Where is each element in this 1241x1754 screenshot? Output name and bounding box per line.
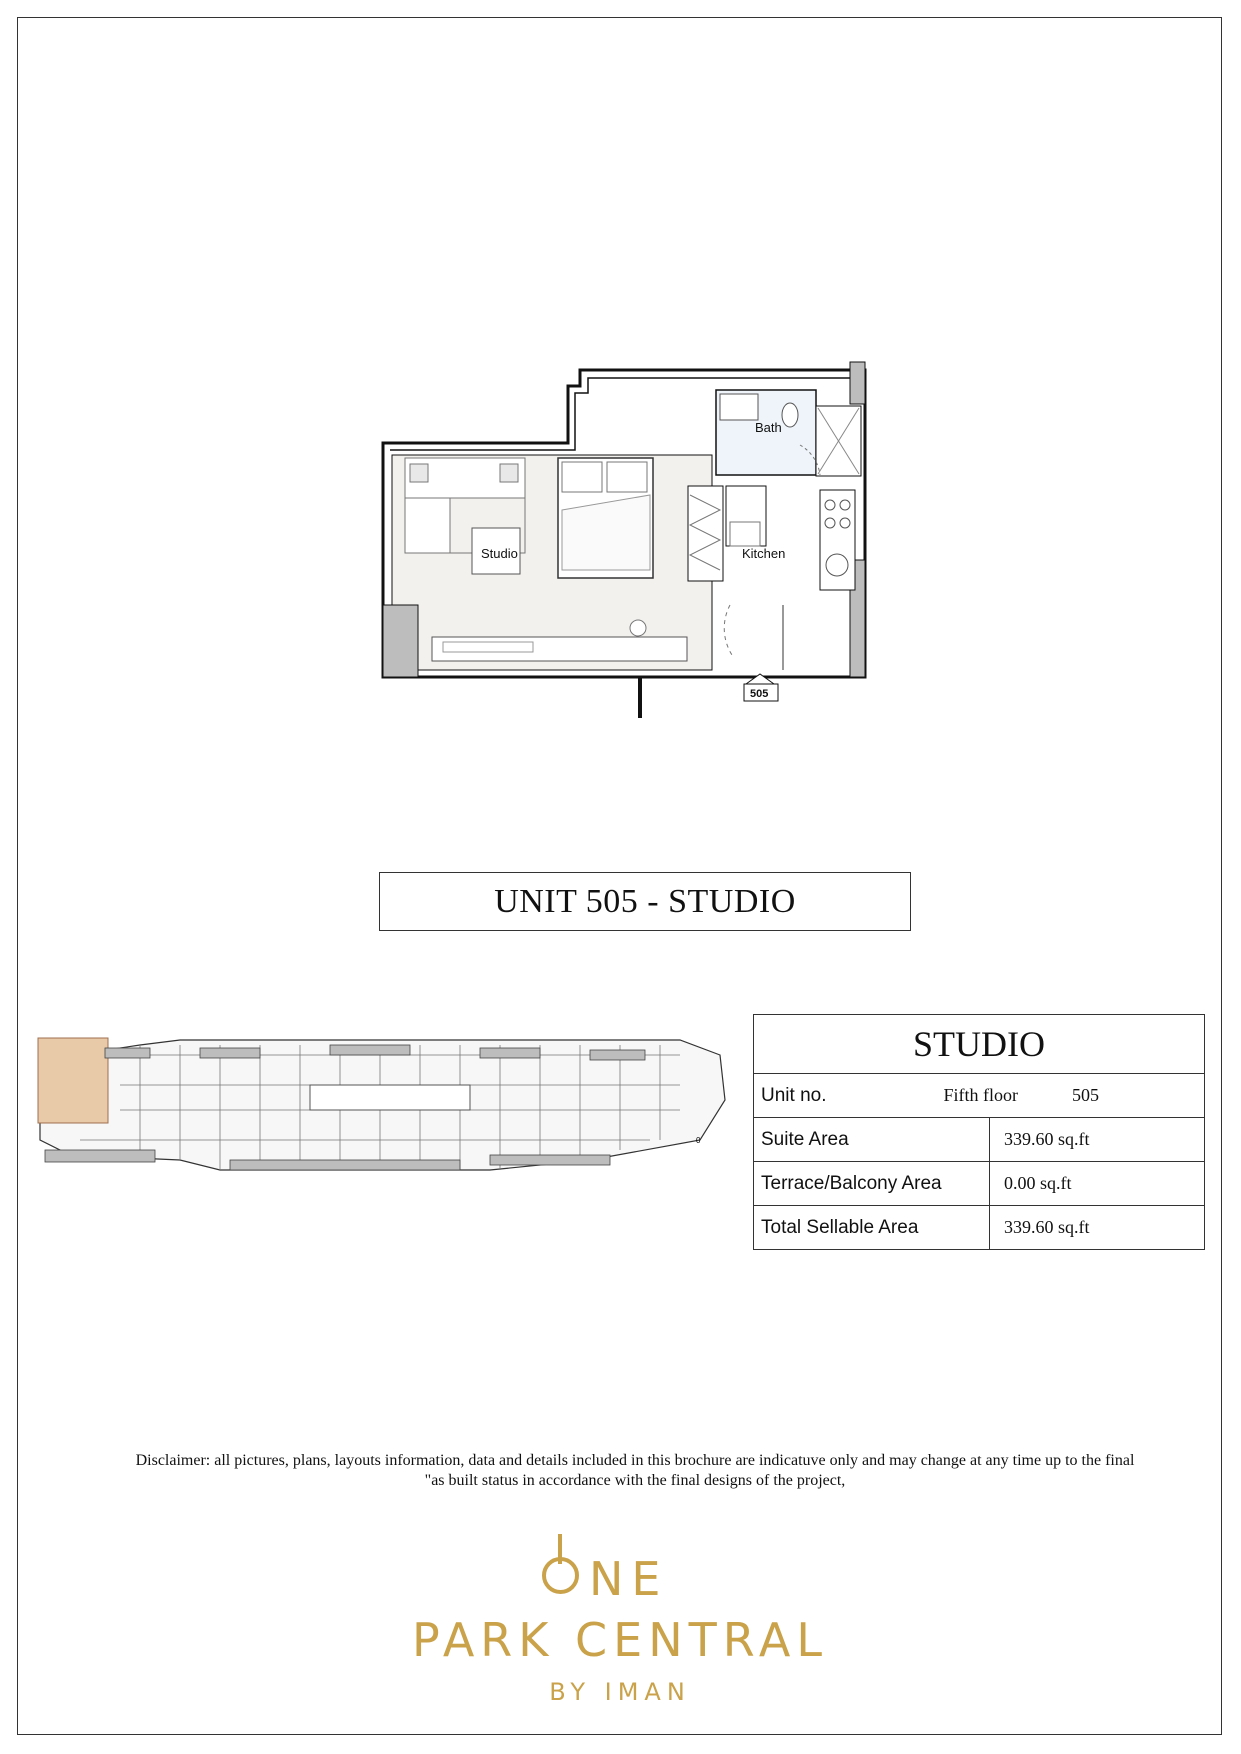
- bath-label: Bath: [755, 420, 782, 435]
- disclaimer: [70, 1451, 1200, 1491]
- kitchen-label: Kitchen: [742, 546, 786, 561]
- floor-value: Fifth floor: [943, 1085, 1018, 1105]
- unit-no-label: Unit no.: [761, 1084, 827, 1106]
- terrace-area-value: 0.00 sq.ft: [990, 1162, 1205, 1206]
- table-row: [754, 1206, 1205, 1250]
- disclaimer-line-2: "as built status in accordance with the final designs of the project,: [424, 1472, 846, 1489]
- unit-no-value: 505: [1072, 1085, 1099, 1105]
- key-floor-plan: [30, 1030, 730, 1220]
- total-area-value: 339.60 sq.ft: [990, 1206, 1205, 1250]
- unit-no-row: [754, 1074, 1205, 1118]
- studio-label: Studio: [481, 546, 518, 561]
- suite-area-value: 339.60 sq.ft: [990, 1118, 1205, 1162]
- logo-line-2: PARK CENTRAL: [412, 1613, 828, 1667]
- key-plan-scale-note: 0: [696, 1136, 701, 1145]
- suite-area-label: Suite Area: [754, 1118, 990, 1162]
- spec-heading: STUDIO: [754, 1015, 1205, 1074]
- logo-key-ring: [542, 1557, 579, 1594]
- terrace-area-label: Terrace/Balcony Area: [754, 1162, 990, 1206]
- brand-logo: [380, 1530, 860, 1710]
- disclaimer-line-1: Disclaimer: all pictures, plans, layouts information, data and details included in this brochure are indicatuve only and may change at any time up to the final: [135, 1452, 1135, 1469]
- table-row: [754, 1162, 1205, 1206]
- logo-line-3: BY IMAN: [549, 1678, 691, 1706]
- unit-title: UNIT 505 - STUDIO: [379, 872, 911, 931]
- unit-tag: 505: [750, 688, 769, 700]
- logo-line-1: NE: [589, 1552, 669, 1606]
- unit-spec-table: [753, 1014, 1205, 1250]
- table-row: [754, 1118, 1205, 1162]
- unit-floor-plan: [380, 360, 870, 720]
- total-area-label: Total Sellable Area: [754, 1206, 990, 1250]
